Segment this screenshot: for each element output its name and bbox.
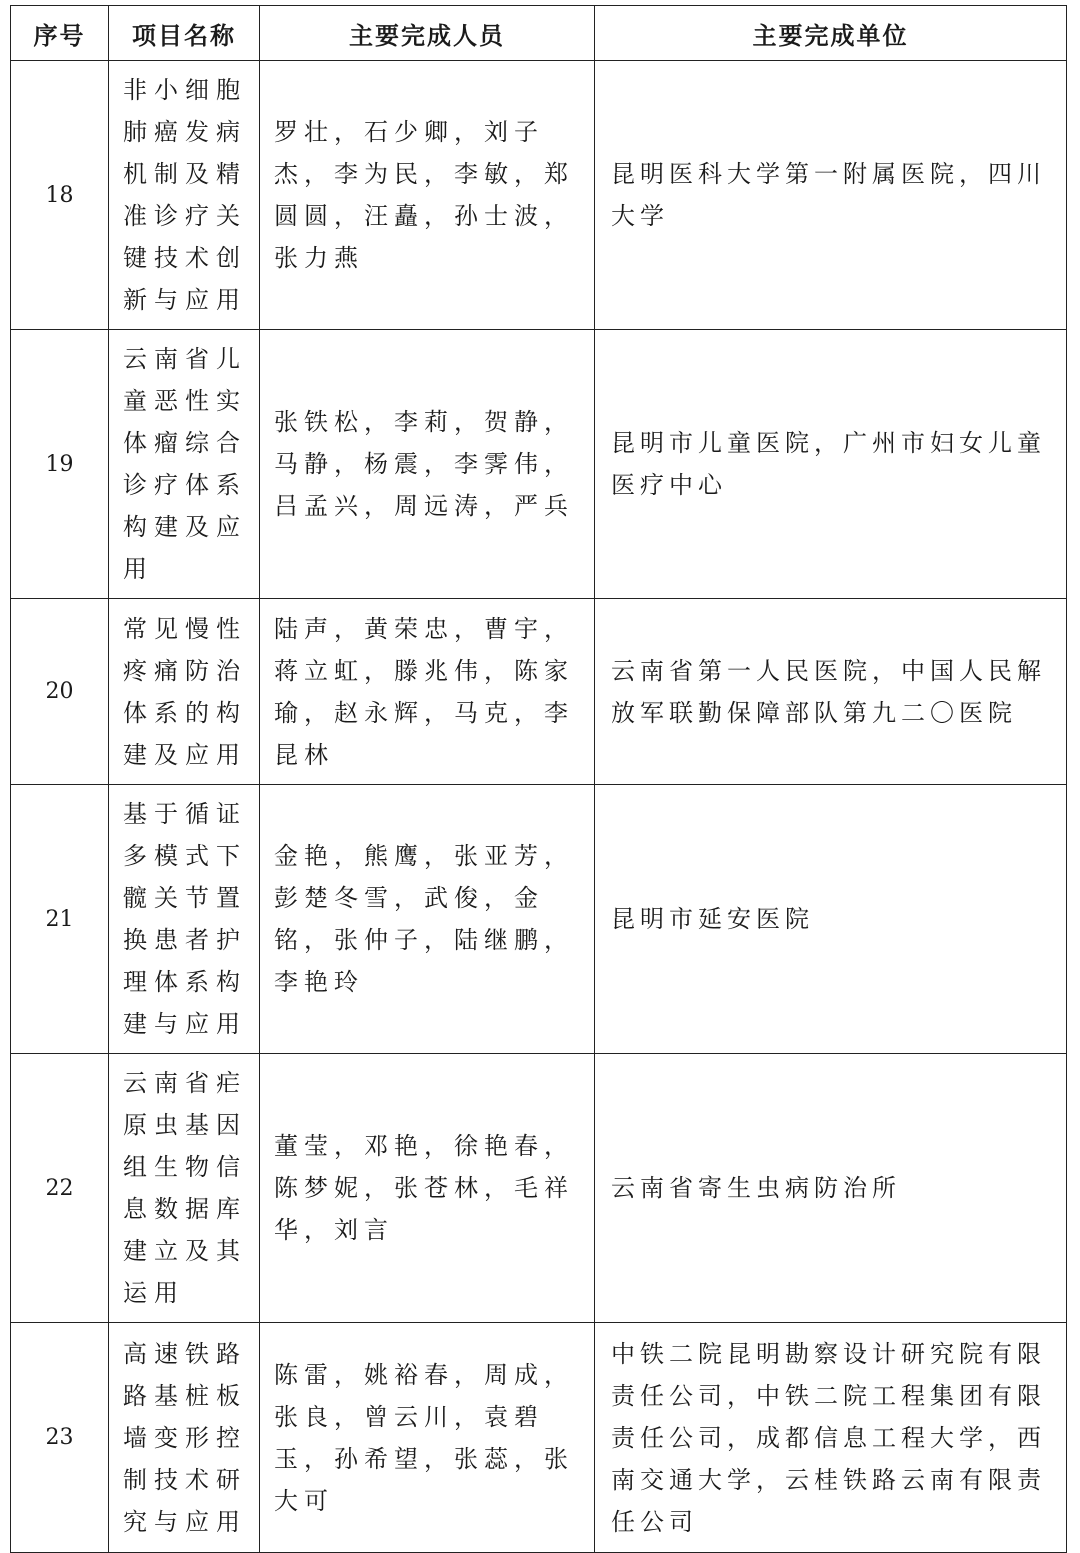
header-number: 序号 xyxy=(11,6,109,61)
table-header-row xyxy=(11,6,1067,61)
header-project-name: 项目名称 xyxy=(109,6,260,61)
project-name: 基于循证多模式下髋关节置换患者护理体系构建与应用 xyxy=(109,785,260,1054)
project-name: 云南省儿童恶性实体瘤综合诊疗体系构建及应用 xyxy=(109,330,260,599)
table-row xyxy=(11,785,1067,1054)
header-main-units: 主要完成单位 xyxy=(595,6,1067,61)
unit-list: 昆明医科大学第一附属医院，四川大学 xyxy=(595,61,1067,330)
project-name: 非小细胞肺癌发病机制及精准诊疗关键技术创新与应用 xyxy=(109,61,260,330)
unit-list: 中铁二院昆明勘察设计研究院有限责任公司，中铁二院工程集团有限责任公司，成都信息工程大学，西南交通大学，云桂铁路云南有限责任公司 xyxy=(595,1323,1067,1553)
project-name: 高速铁路路基桩板墙变形控制技术研究与应用 xyxy=(109,1323,260,1553)
row-number: 21 xyxy=(11,785,109,1054)
table-row xyxy=(11,330,1067,599)
personnel-list: 罗壮，石少卿，刘子杰，李为民，李敏，郑圆圆，汪矗，孙士波，张力燕 xyxy=(260,61,595,330)
personnel-list: 董莹，邓艳，徐艳春，陈梦妮，张苍林，毛祥华，刘言 xyxy=(260,1054,595,1323)
row-number: 19 xyxy=(11,330,109,599)
personnel-list: 陈雷，姚裕春，周成，张良，曾云川，袁碧玉，孙希望，张蕊，张大可 xyxy=(260,1323,595,1553)
row-number: 22 xyxy=(11,1054,109,1323)
project-name: 常见慢性疼痛防治体系的构建及应用 xyxy=(109,599,260,785)
row-number: 23 xyxy=(11,1323,109,1553)
table-row xyxy=(11,1323,1067,1553)
table-row xyxy=(11,61,1067,330)
table-row xyxy=(11,599,1067,785)
unit-list: 昆明市延安医院 xyxy=(595,785,1067,1054)
row-number: 18 xyxy=(11,61,109,330)
unit-list: 昆明市儿童医院，广州市妇女儿童医疗中心 xyxy=(595,330,1067,599)
row-number: 20 xyxy=(11,599,109,785)
personnel-list: 陆声，黄荣忠，曹宇，蒋立虹，滕兆伟，陈家瑜，赵永辉，马克，李昆林 xyxy=(260,599,595,785)
unit-list: 云南省第一人民医院，中国人民解放军联勤保障部队第九二〇医院 xyxy=(595,599,1067,785)
table-row xyxy=(11,1054,1067,1323)
project-name: 云南省疟原虫基因组生物信息数据库建立及其运用 xyxy=(109,1054,260,1323)
personnel-list: 金艳，熊鹰，张亚芳，彭楚冬雪，武俊，金铭，张仲子，陆继鹏，李艳玲 xyxy=(260,785,595,1054)
personnel-list: 张铁松，李莉，贺静，马静，杨震，李霁伟，吕孟兴，周远涛，严兵 xyxy=(260,330,595,599)
header-main-personnel: 主要完成人员 xyxy=(260,6,595,61)
unit-list: 云南省寄生虫病防治所 xyxy=(595,1054,1067,1323)
awards-table xyxy=(10,5,1067,1553)
